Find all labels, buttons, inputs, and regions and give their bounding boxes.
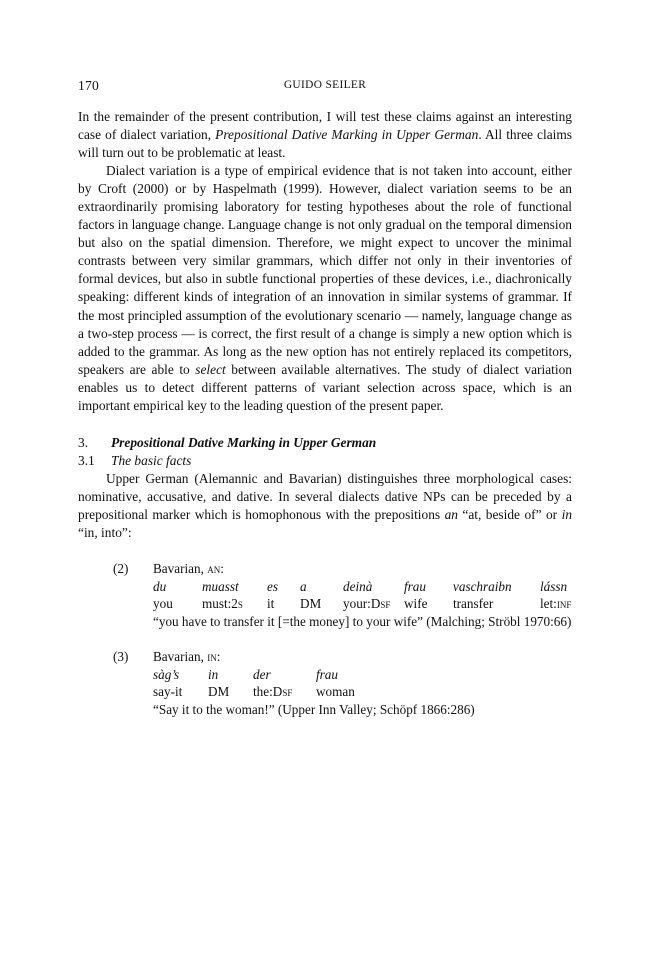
example-gloss-word	[244, 683, 307, 701]
section-number-3: 3.	[78, 434, 89, 450]
example-source-word: der	[253, 666, 271, 682]
example-marker-label: an	[207, 561, 221, 577]
example-marker-label: in	[207, 649, 217, 665]
gloss-smallcaps: inf	[556, 596, 572, 612]
example-source-word: frau	[404, 578, 426, 594]
example-item	[78, 648, 572, 718]
gloss-plain: let:	[540, 596, 557, 612]
example-source-word: sàg’s	[153, 666, 180, 682]
example-language-line	[153, 560, 572, 578]
example-source-word: lássn	[540, 578, 568, 594]
example-item	[78, 560, 572, 630]
example-gloss-word	[258, 595, 291, 613]
gloss-plain: must:2	[202, 596, 238, 612]
paragraph-basic-facts-seg1: Upper German (Alemannic and Bavarian) distinguishes three morphological cases: nominative, accusative, and dative. In several dialects dative NPs can be preceded by a prepositional marker which is homophonous with the prepositions	[78, 470, 572, 522]
gloss-plain: the:D	[253, 684, 283, 700]
running-title: GUIDO SEILER	[283, 79, 367, 91]
example-interlinear	[153, 666, 355, 701]
gloss-plain: DM	[208, 684, 230, 700]
example-number: (2)	[113, 561, 129, 577]
section-heading-3	[78, 434, 572, 452]
page-content	[78, 78, 572, 718]
example-language-label: Bavarian,	[153, 561, 208, 577]
example-gloss-word	[307, 683, 355, 701]
paragraph-dialect-variation-seg1: Dialect variation is a type of empirical evidence that is not taken into account, either by Croft (2000) or by Haspelmath (1999). However, dialect variation seems to be an extraordinarily promising laboratory for testing hypotheses about the role of functional factors in language change. Language change is not only gradual on the temporal dimension but also on the spatial dimension. Therefore, we might expect to uncover the minimal contrasts between very similar grammars, which differ not only in their inventories of formal devices, but also in subtle functional properties of these devices, i.e., diachronically speaking: different kinds of integration of an innovation in similar systems of grammar. If the most principled assumption of the evolutionary scenario — namely, language change as a two-step process — is correct, the first result of a change is simply a new option which is added to the grammar. As long as the new option has not entirely replaced its competitors, speakers are able to	[78, 163, 572, 377]
example-gloss-row	[153, 683, 355, 701]
gloss-plain: it	[267, 596, 275, 612]
section-number-3-1: 3.1	[78, 452, 95, 468]
example-source-word: a	[300, 578, 307, 594]
paragraph-dialect-variation	[78, 162, 572, 415]
example-language-line	[153, 648, 572, 666]
example-translation: “you have to transfer it [=the money] to your wife” (Malching; Ströbl 1970:66)	[153, 613, 572, 629]
example-source-word: muasst	[202, 578, 239, 594]
select-italic: select	[195, 361, 226, 377]
example-gloss-word	[334, 595, 395, 613]
example-source-word: du	[153, 578, 167, 594]
paragraph-dialect-variation-seg2: between available alternatives. The study of dialect variation enables us to detect different patterns of variant selection across space, which is an important empirical key to the leading question of the present paper.	[78, 361, 573, 413]
gloss-plain: transfer	[453, 596, 494, 612]
paragraph-intro-seg2: . All three claims will turn out to be problematic at least.	[78, 127, 572, 161]
example-number: (3)	[113, 649, 129, 665]
example-gloss-word	[153, 595, 193, 613]
example-gloss-word	[395, 595, 444, 613]
section-title-3-1: The basic facts	[111, 452, 192, 468]
section-title-3: Prepositional Dative Marking in Upper German	[111, 434, 377, 450]
example-gloss-word	[153, 683, 199, 701]
gloss-smallcaps: sf	[282, 684, 293, 700]
example-translation: “Say it to the woman!” (Upper Inn Valley; Schöpf 1866:286)	[153, 701, 475, 717]
example-gloss-word	[291, 595, 334, 613]
example-interlinear	[153, 578, 571, 613]
paragraph-intro-seg1: In the remainder of the present contribution, I will test these claims against an interesting case of dialect variation,	[78, 109, 572, 143]
example-gloss-word	[193, 595, 258, 613]
gloss-plain: your:D	[343, 596, 381, 612]
section-headings	[78, 434, 572, 470]
example-language-colon: :	[220, 561, 224, 577]
example-language-label: Bavarian,	[153, 649, 208, 665]
paper-title-italic: Prepositional Dative Marking in Upper German	[215, 127, 479, 143]
example-source-word: vaschraibn	[453, 578, 512, 594]
example-source-word: frau	[316, 666, 338, 682]
example-source-word: in	[208, 666, 219, 682]
gloss-plain: say-it	[153, 684, 183, 700]
paragraph-basic-facts-seg3: “in, into”:	[78, 525, 132, 541]
example-gloss-word	[444, 595, 531, 613]
page-number: 170	[78, 78, 99, 93]
paragraph-basic-facts	[78, 470, 572, 542]
example-language-colon: :	[216, 649, 221, 665]
gloss-plain: you	[153, 596, 173, 612]
running-head	[78, 78, 572, 108]
gloss-plain: wife	[404, 596, 428, 612]
example-source-word: es	[267, 578, 278, 594]
example-source-row	[153, 666, 355, 684]
preposition-in-italic: in	[561, 506, 573, 522]
preposition-an-italic: an	[444, 506, 458, 522]
gloss-plain: woman	[316, 684, 355, 700]
gloss-plain: DM	[300, 596, 322, 612]
example-gloss-word	[531, 595, 571, 613]
example-gloss-word	[199, 683, 244, 701]
paragraph-basic-facts-seg2: “at, beside of” or	[457, 506, 562, 522]
example-list	[78, 560, 572, 718]
gloss-smallcaps: s	[237, 596, 243, 612]
gloss-smallcaps: sf	[380, 596, 391, 612]
paragraph-intro	[78, 108, 572, 162]
example-source-word: deinà	[343, 578, 373, 594]
example-gloss-row	[153, 595, 571, 613]
example-source-row	[153, 578, 571, 596]
section-heading-3-1	[78, 452, 572, 470]
